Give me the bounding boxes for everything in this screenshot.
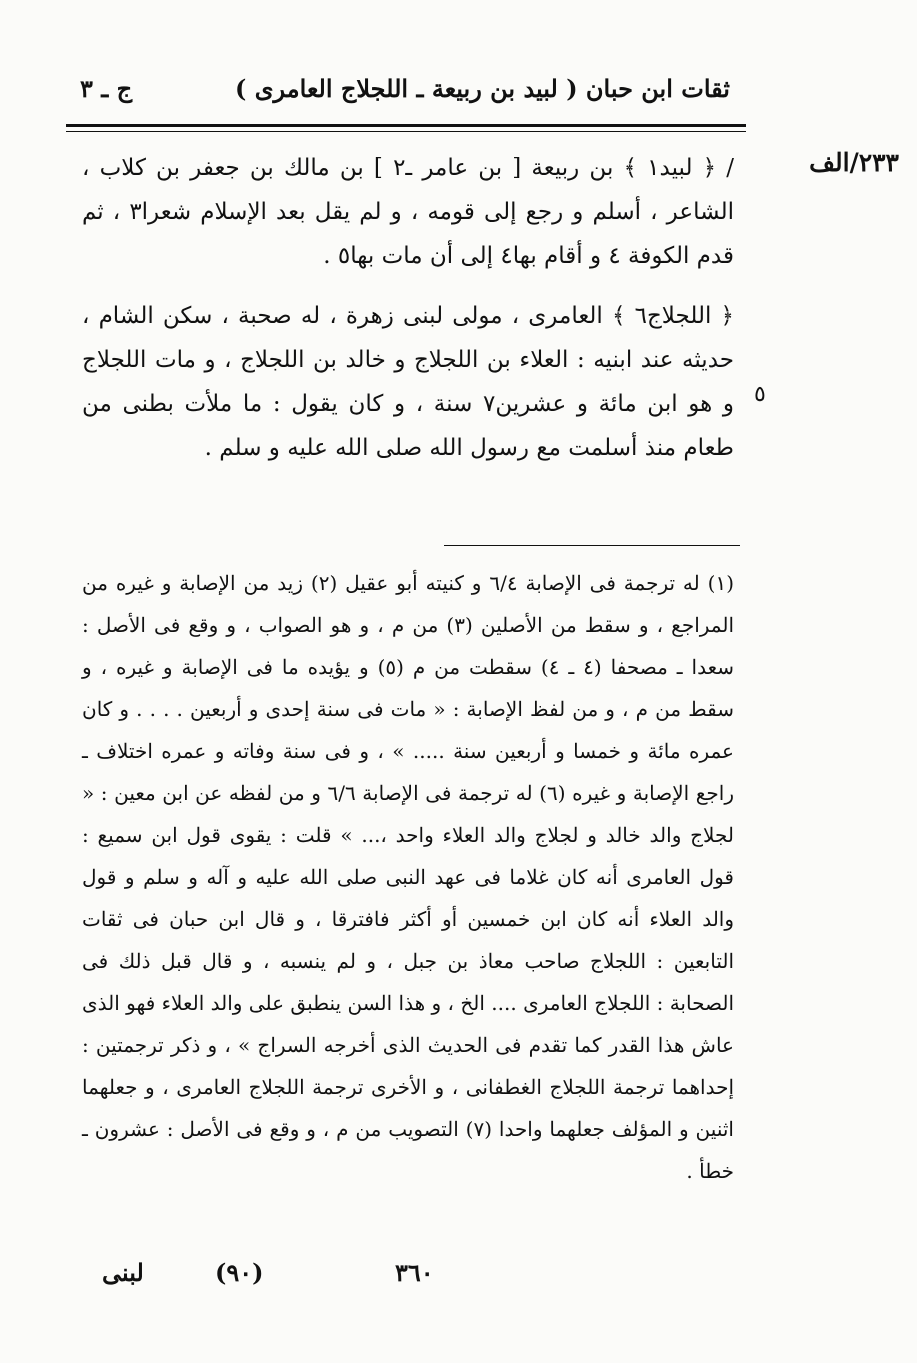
entry-labid: / ﴿ لبيد١ ﴾ بن ربيعة [ بن عامر ـ٢ ] بن مالك بن جعفر بن كلاب ، الشاعر ، أسلم و رجع إلى قومه ، و لم يقل بعد الإسلام شعرا٣ ، ثم قدم الكوفة ٤ و أقام بها٤ إلى أن مات بها٥ . — [82, 155, 734, 269]
line-number-marker: ٥ — [754, 382, 766, 407]
entry-lajlaj: ﴿ اللجلاج٦ ﴾ العامرى ، مولى لبنى زهرة ، له صحبة ، سكن الشام ، حديثه عند ابنيه : العلاء بن اللجلاج و خالد بن اللجلاج ، و مات اللجلاج و هو ابن مائة و عشرين٧ سنة ، و كان يقول : ما ملأت بطنى من طعام منذ أسلمت مع رسول الله صلى الله عليه و سلم . — [82, 303, 735, 461]
catchword: لبنى — [102, 1258, 144, 1287]
footnote-text: (١) له ترجمة فى الإصابة ٦/٤ و كنيته أبو عقيل (٢) زيد من الإصابة و غيره من المراجع ، و سقط من الأصلين (٣) من م ، و هو الصواب ، و وقع فى الأصل : سعدا ـ مصحفا (٤ ـ ٤) سقطت من م (٥) و يؤيده ما فى الإصابة و غيره ، و سقط من م ، و من لفظ الإصابة : « مات فى سنة إحدى و أربعين . . . . و كان عمره مائة و خمسا و أربعين سنة ..... » ، و فى سنة وفاته و عمره اختلاف ـ راجع الإصابة و غيره (٦) له ترجمة فى الإصابة ٦/٦ و من لفظه عن ابن معين : « لجلاج والد خالد و لجلاج والد العلاء واحد ،... » قلت : يقوى قول ابن سميع : قول العامرى أنه كان غلاما فى عهد النبى صلى الله عليه و آله و سلم و قول والد العلاء أنه كان ابن خمسين أو أكثر فافترقا ، و قال ابن حبان فى ثقات التابعين : اللجلاج صاحب معاذ بن جبل ، و لم ينسبه ، و قال قبل ذلك فى الصحابة : اللجلاج العامرى .... الخ ، و هذا السن ينطبق على والد العلاء فهو الذى عاش هذا القدر كما تقدم فى الحديث الذى أخرجه السراج » ، و ذكر ترجمتين : إحداهما ترجمة اللجلاج الغطفانى ، و الأخرى ترجمة اللجلاج العامرى ، و جعلهما اثنين و المؤلف جعلهما واحدا (٧) التصويب من م ، و وقع فى الأصل : عشرون ـ خطأ . — [82, 571, 735, 1183]
page-footer — [90, 1258, 650, 1298]
footnote-rule — [444, 545, 740, 546]
page-header — [80, 74, 740, 118]
running-title: ثقات ابن حبان ( لبيد بن ربيعة ـ اللجلاج العامرى ) — [235, 74, 730, 103]
header-rule-thick — [66, 124, 746, 127]
header-rule-thin — [66, 131, 746, 132]
page-number: ٣٦٠ — [395, 1258, 434, 1287]
sheet-number: (٩٠) — [215, 1258, 264, 1287]
main-text — [82, 146, 734, 470]
volume-number: ج ـ ٣ — [80, 74, 133, 103]
manuscript-folio-marker: ٢٣٣/الف — [809, 148, 899, 177]
footnotes — [82, 562, 734, 1192]
